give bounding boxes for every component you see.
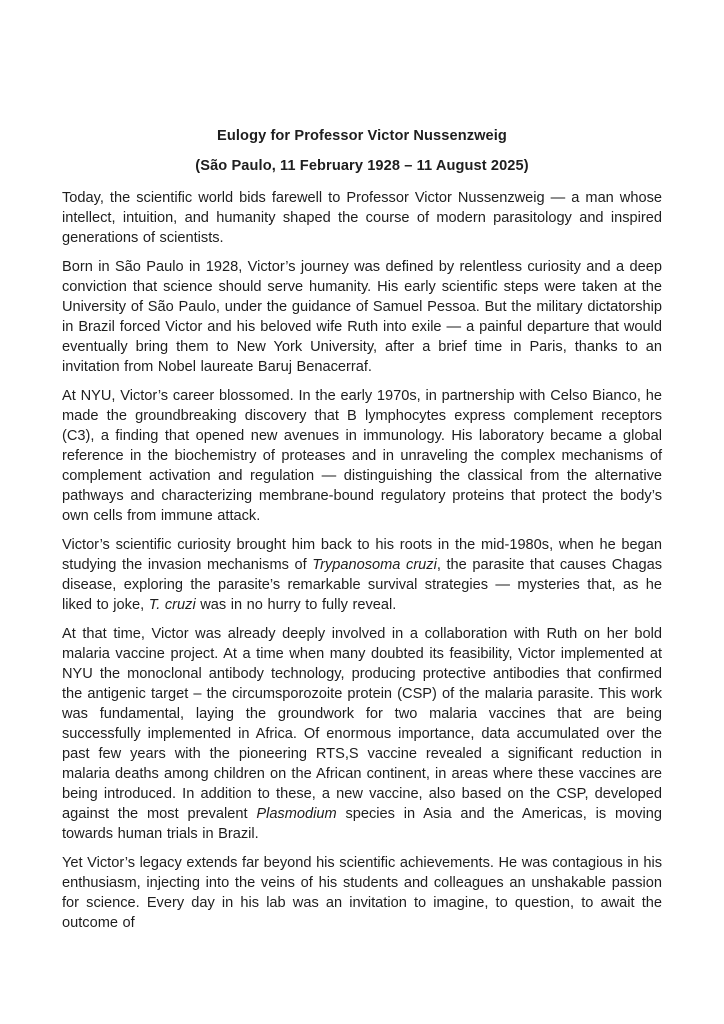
text-run: Victor’s scientific curiosity brought him back to his roots in the mid-1980s, when he began studying the invasion mechanisms of [62,537,662,573]
text-run: , the parasite that causes Chagas disease, exploring the parasite’s remarkable survival strategies — mysteries that, as he liked to joke, [62,557,662,613]
italic-text-run: Plasmodium [256,806,337,822]
body-paragraph [62,624,662,844]
text-run: At that time, Victor was already deeply involved in a collaboration with Ruth on her bold malaria vaccine project. At a time when many doubted its feasibility, Victor implemented at NYU the monoclonal antibody technology, producing protective antibodies that confirmed the antigenic target – the circumsporozoite protein (CSP) of the malaria parasite. This work was fundamental, laying the groundwork for two malaria vaccines that are being successfully implemented in Africa. Of enormous importance, data accumulated over the past few years with the pioneering RTS,S vaccine revealed a significant reduction in malaria deaths among children on the African continent, in areas where these vaccines are being introduced. In addition to these, a new vaccine, also based on the CSP, developed against the most prevalent [62,626,662,822]
body-paragraph [62,535,662,615]
text-run: Yet Victor’s legacy extends far beyond his scientific achievements. He was contagious in his enthusiasm, injecting into the veins of his students and colleagues an unshakable passion for science. Every day in his lab was an invitation to imagine, to question, to await the outcome of [62,855,662,931]
body-paragraph [62,257,662,377]
italic-text-run: Trypanosoma cruzi [312,557,437,573]
document-body [62,188,662,933]
italic-text-run: T. cruzi [148,597,196,613]
text-run: species in Asia and the Americas, is moving towards human trials in Brazil. [62,806,662,842]
document-subtitle: (São Paulo, 11 February 1928 – 11 August 2025) [195,158,529,174]
body-paragraph [62,853,662,933]
body-paragraph [62,386,662,526]
text-run: was in no hurry to fully reveal. [195,597,397,613]
body-paragraph [62,188,662,248]
text-run: Born in São Paulo in 1928, Victor’s journey was defined by relentless curiosity and a deep conviction that science should serve humanity. His early scientific steps were taken at the University of São Paulo, under the guidance of Samuel Pessoa. But the military dictatorship in Brazil forced Victor and his beloved wife Ruth into exile — a painful departure that would eventually bring them to New York University, after a brief time in Paris, thanks to an invitation from Nobel laureate Baruj Benacerraf. [62,259,662,375]
document-title: Eulogy for Professor Victor Nussenzweig [217,128,507,144]
text-run: Today, the scientific world bids farewell to Professor Victor Nussenzweig — a man whose intellect, intuition, and humanity shaped the course of modern parasitology and inspired generations of scientists. [62,190,662,246]
text-run: At NYU, Victor’s career blossomed. In the early 1970s, in partnership with Celso Bianco, he made the groundbreaking discovery that B lymphocytes express complement receptors (C3), a finding that opened new avenues in immunology. His laboratory became a global reference in the biochemistry of proteases and in unraveling the complex mechanisms of complement activation and regulation — distinguishing the classical from the alternative pathways and characterizing membrane-bound regulatory proteins that protect the body’s own cells from immune attack. [62,388,662,524]
